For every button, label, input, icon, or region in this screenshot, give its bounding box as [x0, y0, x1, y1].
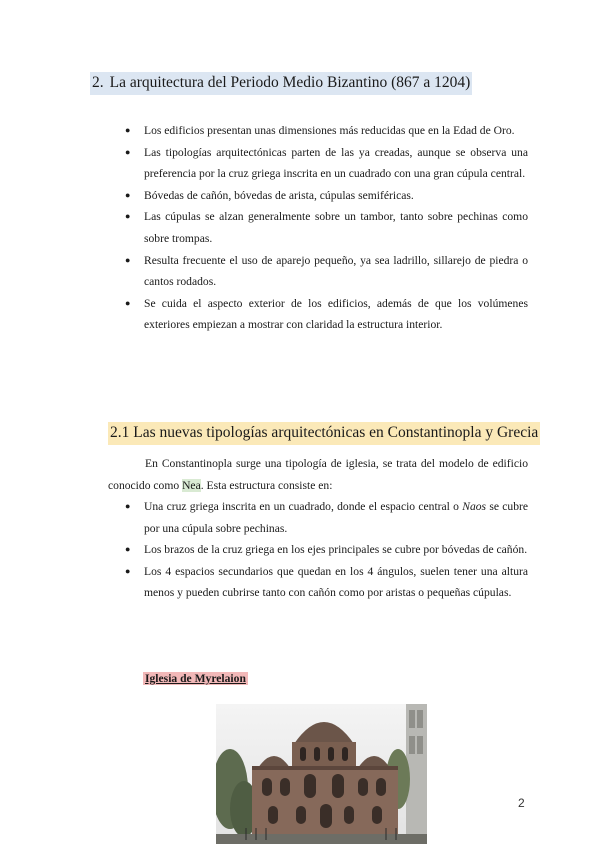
- list-item: ● Los brazos de la cruz griega en los ejes principales se cubre por bóvedas de cañón.: [108, 539, 528, 561]
- page-number: 2: [518, 796, 525, 810]
- church-photo: [216, 704, 427, 844]
- feature-list: [108, 120, 528, 336]
- list-item: ● Las tipologías arquitectónicas parten de las ya creadas, aunque se observa una preferencia por la cruz griega inscrita en un cuadrado con una gran cúpula central.: [108, 142, 528, 185]
- bullet-icon: ●: [125, 501, 131, 511]
- church-subheading: Iglesia de Myrelaion: [145, 672, 246, 685]
- bullet-icon: ●: [125, 254, 131, 265]
- bullet-icon: ●: [125, 544, 131, 555]
- list-item: ● Las cúpulas se alzan generalmente sobre un tambor, tanto sobre pechinas como sobre trompas.: [108, 206, 528, 249]
- subsection-heading: 2.1 Las nuevas tipologías arquitectónicas en Constantinopla y Grecia: [108, 422, 540, 445]
- bullet-icon: ●: [125, 146, 131, 157]
- list-item: ● Se cuida el aspecto exterior de los edificios, además de que los volúmenes exteriores empiezan a mostrar con claridad la estructura interior.: [108, 293, 528, 336]
- section-heading: [90, 72, 472, 95]
- bullet-icon: ●: [125, 211, 131, 222]
- structure-list: [108, 496, 528, 604]
- italic-term: Naos: [462, 500, 487, 513]
- intro-paragraph: En Constantinopla surge una tipología de iglesia, se trata del modelo de edificio conocido como Nea. Esta estructura consiste en:: [108, 457, 528, 492]
- list-item: ● Los edificios presentan unas dimensiones más reducidas que en la Edad de Oro.: [108, 120, 528, 142]
- section-number: 2.: [92, 74, 104, 91]
- highlighted-term: Nea: [182, 478, 201, 492]
- list-item: ● Bóvedas de cañón, bóvedas de arista, cúpulas semiféricas.: [108, 185, 528, 207]
- list-item: ● Una cruz griega inscrita en un cuadrado, donde el espacio central o Naos se cubre por una cúpula sobre pechinas.: [108, 496, 528, 539]
- section-title: La arquitectura del Periodo Medio Bizantino (867 a 1204): [109, 74, 471, 91]
- bullet-icon: ●: [125, 297, 131, 308]
- bullet-icon: ●: [125, 189, 131, 200]
- bullet-icon: ●: [125, 565, 131, 576]
- bullet-icon: ●: [125, 125, 131, 135]
- list-item: ● Los 4 espacios secundarios que quedan en los 4 ángulos, suelen tener una altura menos y pueden cubrirse tanto con cañón como por aristas o pequeñas cúpulas.: [108, 561, 528, 604]
- list-item: ● Resulta frecuente el uso de aparejo pequeño, ya sea ladrillo, sillarejo de piedra o cantos rodados.: [108, 250, 528, 293]
